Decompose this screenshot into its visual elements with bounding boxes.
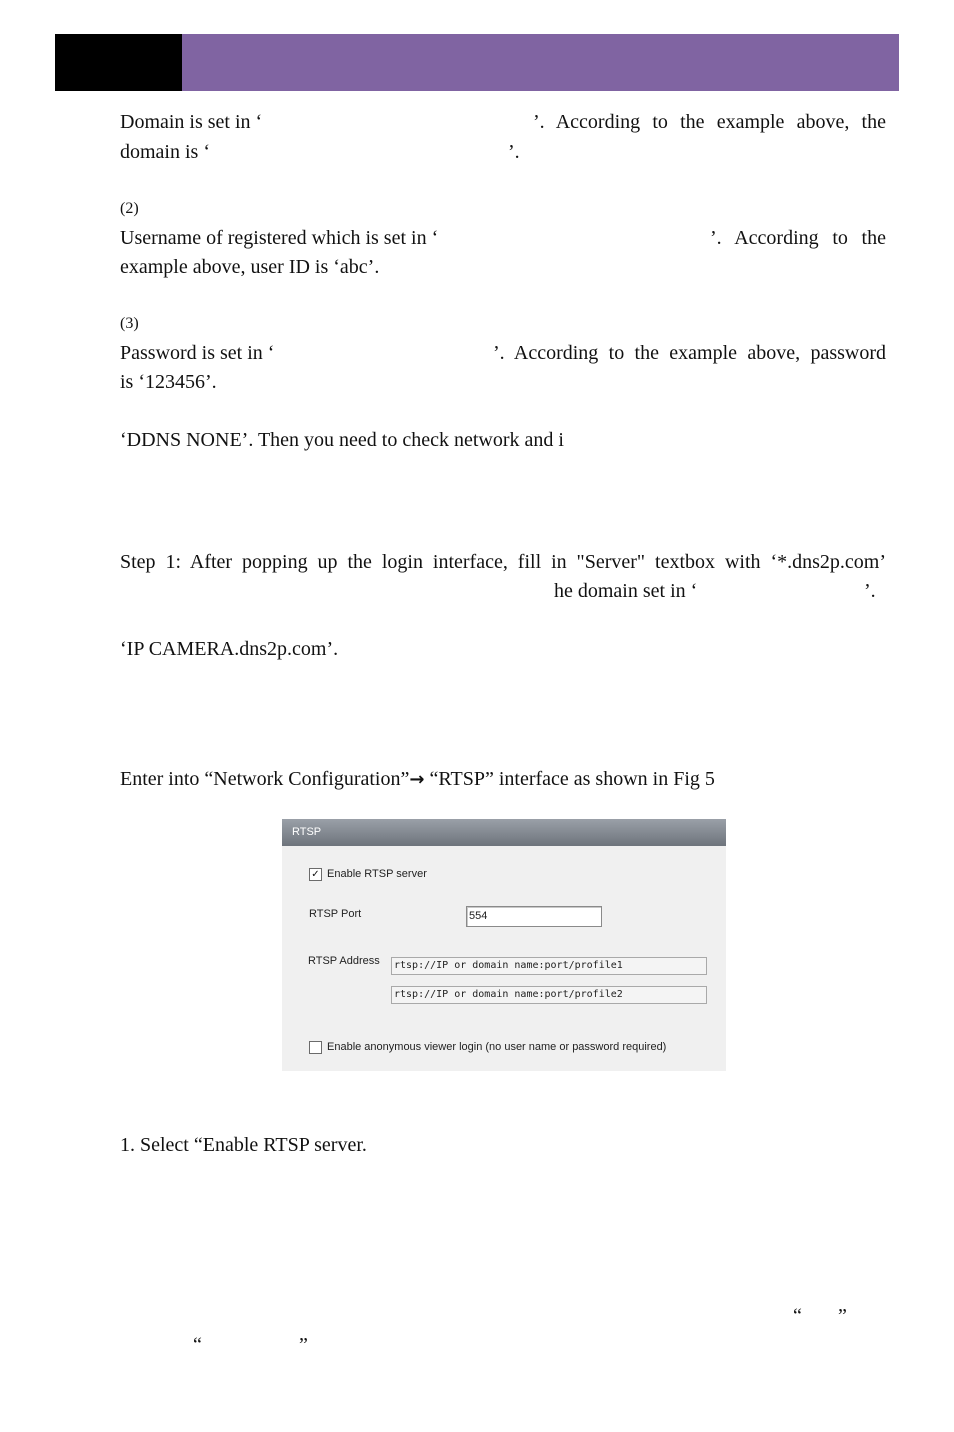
step1-line-2-end: ’. (864, 580, 876, 602)
rtsp-port-input[interactable]: 554 (466, 906, 602, 927)
rtsp-settings-figure (282, 819, 726, 1071)
quote-close-2: ” (299, 1334, 308, 1356)
item-number-3: (3) (120, 315, 139, 332)
rtsp-address-label: RTSP Address (308, 955, 380, 967)
rtsp-address-1-field[interactable]: rtsp://IP or domain name:port/profile1 (391, 957, 707, 975)
password-line-1-start: Password is set in ‘ (120, 342, 275, 364)
enter-into-text (120, 767, 715, 792)
header-black-block (55, 34, 182, 91)
username-line-2: example above, user ID is ‘abc’. (120, 256, 380, 278)
step1-line-2-start: he domain set in ‘ (554, 580, 698, 602)
rtsp-address-2-field[interactable]: rtsp://IP or domain name:port/profile2 (391, 986, 707, 1004)
arrow-right-icon: → (409, 769, 425, 790)
ip-camera-domain-text: ‘IP CAMERA.dns2p.com’. (120, 638, 339, 660)
domain-line-2-start: domain is ‘ (120, 141, 210, 163)
enter-into-part-1: Enter into “Network Configuration” (120, 768, 410, 790)
password-line-2: is ‘123456’. (120, 371, 217, 393)
rtsp-port-label: RTSP Port (309, 908, 362, 920)
password-line-1-end: ’. According to the example above, password (493, 342, 886, 364)
enter-into-part-2: “RTSP” interface as shown in Fig 5 (424, 768, 715, 790)
select-rtsp-step-text: 1. Select “Enable RTSP server. (120, 1134, 367, 1156)
rtsp-panel-title: RTSP (282, 819, 726, 846)
username-line-1-start: Username of registered which is set in ‘ (120, 227, 439, 249)
quote-open-1: “ (793, 1305, 802, 1327)
enable-rtsp-label: Enable RTSP server (327, 868, 427, 880)
item-number-2: (2) (120, 200, 139, 217)
quote-open-2: “ (193, 1334, 202, 1356)
step1-line-1: Step 1: After popping up the login interface, fill in "Server" textbox with ‘*.dns2p.com’ (120, 551, 886, 573)
enable-rtsp-checkbox[interactable] (309, 868, 322, 881)
anonymous-login-checkbox[interactable] (309, 1041, 322, 1054)
check-mark-icon: ✓ (311, 869, 320, 880)
domain-line-1-start: Domain is set in ‘ (120, 111, 263, 133)
quote-close-1: ” (838, 1305, 847, 1327)
ddns-none-text: ‘DDNS NONE’. Then you need to check network and i (120, 429, 564, 451)
domain-line-1-end: ’. According to the example above, the (533, 111, 886, 133)
username-line-1-end: ’. According to the (710, 227, 886, 249)
header-purple-bar (182, 34, 899, 91)
anonymous-login-label: Enable anonymous viewer login (no user name or password required) (327, 1041, 667, 1053)
domain-line-2-end: ’. (508, 141, 520, 163)
